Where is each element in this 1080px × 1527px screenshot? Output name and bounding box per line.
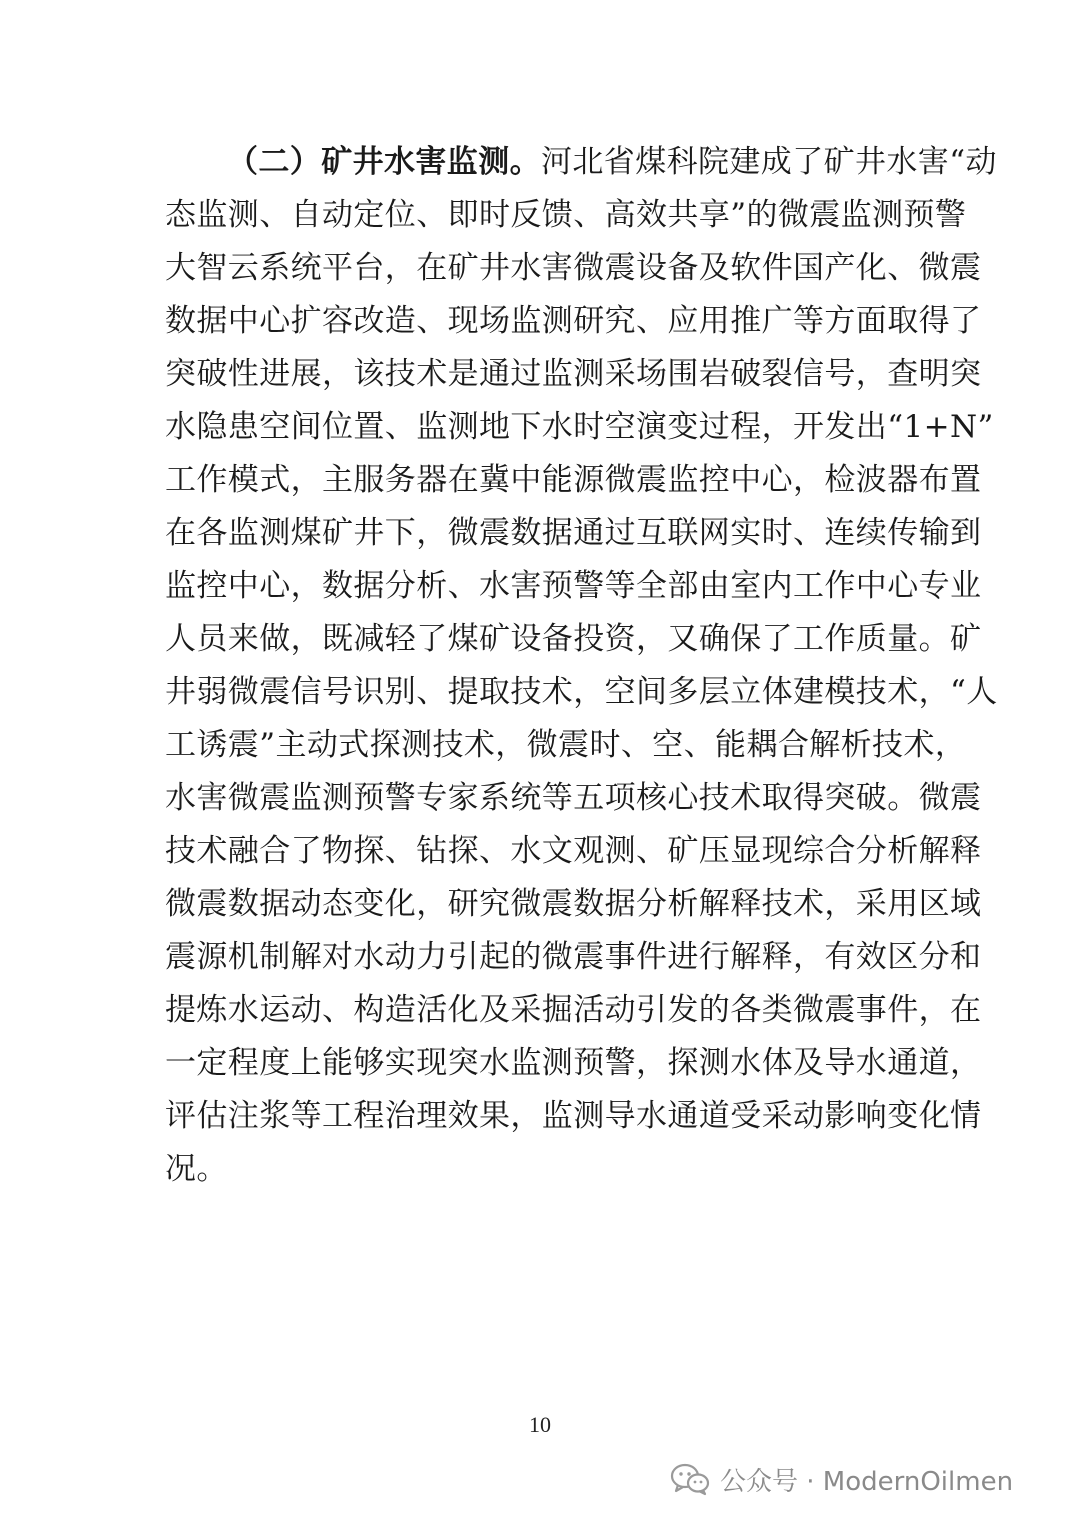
paragraph-line: 突破性进展，该技术是通过监测采场围岩破裂信号，查明突 <box>165 356 982 392</box>
paragraph-line: 评估注浆等工程治理效果，监测导水通道受采动影响变化情 <box>165 1098 982 1134</box>
paragraph <box>165 136 998 1196</box>
watermark <box>670 1457 1013 1501</box>
paragraph-line: 在各监测煤矿井下，微震数据通过互联网实时、连续传输到 <box>165 515 982 551</box>
paragraph-line: 井弱微震信号识别、提取技术，空间多层立体建模技术，“人 <box>165 674 998 710</box>
paragraph-line: 一定程度上能够实现突水监测预警，探测水体及导水通道， <box>165 1045 982 1081</box>
watermark-text: 公众号 · ModernOilmen <box>720 1466 1014 1497</box>
section-heading: （二）矿井水害监测。 <box>227 144 541 180</box>
paragraph-line: 数据中心扩容改造、现场监测研究、应用推广等方面取得了 <box>165 303 982 339</box>
paragraph-line: 况。 <box>165 1151 228 1187</box>
paragraph-line: 工作模式，主服务器在冀中能源微震监控中心，检波器布置 <box>165 462 982 498</box>
paragraph-line: 提炼水运动、构造活化及采掘活动引发的各类微震事件，在 <box>165 992 982 1028</box>
line-text: 河北省煤科院建成了矿井水害“动 <box>541 144 997 180</box>
paragraph-line: 技术融合了物探、钻探、水文观测、矿压显现综合分析解释 <box>165 833 982 869</box>
wechat-icon <box>670 1462 710 1496</box>
paragraph-line: 大智云系统平台，在矿井水害微震设备及软件国产化、微震 <box>165 250 982 286</box>
paragraph-line: 监控中心，数据分析、水害预警等全部由室内工作中心专业 <box>165 568 982 604</box>
paragraph-line: 人员来做，既减轻了煤矿设备投资，又确保了工作质量。矿 <box>165 621 982 657</box>
paragraph-line-1 <box>165 136 997 189</box>
paragraph-line: 水害微震监测预警专家系统等五项核心技术取得突破。微震 <box>165 780 982 816</box>
paragraph-line: 态监测、自动定位、即时反馈、高效共享”的微震监测预警 <box>165 197 967 233</box>
paragraph-line: 工诱震”主动式探测技术，微震时、空、能耦合解析技术， <box>165 727 967 763</box>
paragraph-line: 水隐患空间位置、监测地下水时空演变过程，开发出“1+N” <box>165 409 994 445</box>
page-number: 10 <box>529 1412 551 1437</box>
paragraph-line: 震源机制解对水动力引起的微震事件进行解释，有效区分和 <box>165 939 982 975</box>
paragraph-line: 微震数据动态变化，研究微震数据分析解释技术，采用区域 <box>165 886 982 922</box>
